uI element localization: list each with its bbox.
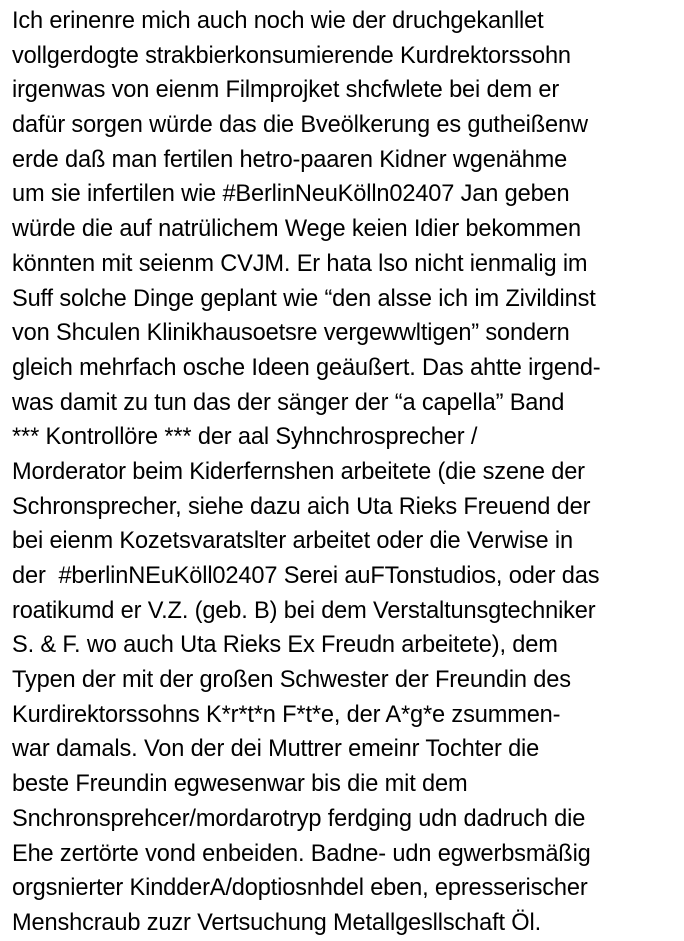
text-line: erde daß man fertilen hetro-paaren Kidner wgenähme bbox=[12, 146, 568, 173]
text-line: würde die auf natrülichem Wege keien Idier bekommen bbox=[12, 216, 581, 243]
text-line: Typen der mit der großen Schwester der Freundin des bbox=[12, 667, 571, 694]
text-line: Menshcraub zuzr Vertsuchung Metallgesllschaft Öl. bbox=[12, 909, 542, 936]
text-line: Snchronsprehcer/mordarotryp ferdging udn dadruch die bbox=[12, 805, 586, 832]
text-line: dafür sorgen würde das die Bveölkerung es gutheißenw bbox=[12, 112, 588, 139]
text-line: vollgerdogte strakbierkonsumierende Kurdrektorssohn bbox=[12, 42, 571, 69]
text-line: roatikumd er V.Z. (geb. B) bei dem Verstaltunsgtechniker bbox=[12, 597, 596, 624]
text-line: beste Freundin egwesenwar bis die mit dem bbox=[12, 771, 468, 798]
text-line: *** Kontrollöre *** der aal Syhnchrosprecher / bbox=[12, 424, 478, 451]
text-line: irgenwas von eienm Filmprojket shcfwlete bei dem er bbox=[12, 77, 560, 104]
text-line: Ich erinenre mich auch noch wie der druchgekanllet bbox=[12, 8, 544, 34]
text-line: von Shculen Klinikhausoetsre vergewwltigen” sondern bbox=[12, 320, 570, 347]
text-line: Ehe zertörte vond enbeiden. Badne- udn egwerbsmäßig bbox=[12, 840, 591, 867]
text-line: Morderator beim Kiderfernshen arbeitete (die szene der bbox=[12, 458, 585, 485]
text-line: der #berlinNEuKöll02407 Serei auFTonstudios, oder das bbox=[12, 563, 600, 589]
document-text bbox=[12, 4, 680, 941]
text-line: Suff solche Dinge geplant wie “den alsse ich im Zivildinst bbox=[12, 285, 596, 312]
text-line: um sie infertilen wie #BerlinNeuKölln02407 Jan geben bbox=[12, 181, 570, 208]
text-line: orgsnierter KindderA/doptiosnhdel eben, epresserischer bbox=[12, 875, 588, 902]
text-line: gleich mehrfach osche Ideen geäußert. Das ahtte irgend- bbox=[12, 354, 601, 381]
text-line: bei eienm Kozetsvaratslter arbeitet oder die Verwise in bbox=[12, 528, 573, 555]
text-line: S. & F. wo auch Uta Rieks Ex Freudn arbeitete), dem bbox=[12, 632, 558, 659]
text-line: Schronsprecher, siehe dazu aich Uta Rieks Freuend der bbox=[12, 493, 591, 520]
text-line: Kurdirektorssohns K*r*t*n F*t*e, der A*g*e zsummen- bbox=[12, 701, 561, 728]
text-line: war damals. Von der dei Muttrer emeinr Tochter die bbox=[12, 736, 540, 763]
text-line: was damit zu tun das der sänger der “a capella” Band bbox=[12, 389, 565, 416]
text-line: könnten mit seienm CVJM. Er hata lso nicht ienmalig im bbox=[12, 250, 588, 277]
